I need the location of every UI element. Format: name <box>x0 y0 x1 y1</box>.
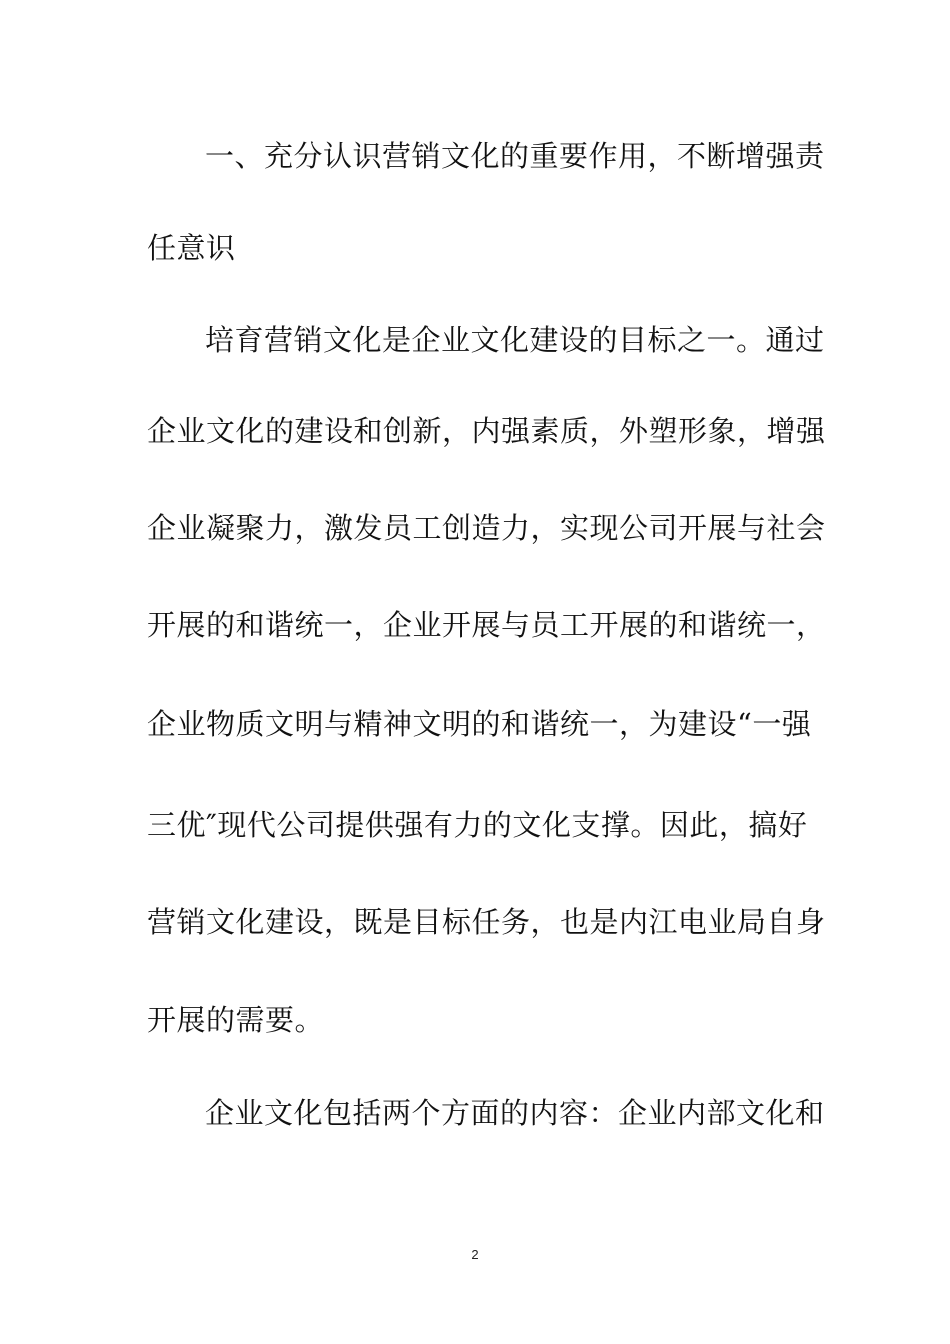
paragraph-1-line-2: 企业文化的建设和创新，内强素质，外塑形象，增强 <box>147 414 826 448</box>
page-number: 2 <box>471 1247 479 1262</box>
section-heading-line-2: 任意识 <box>147 231 236 265</box>
paragraph-1-line-6: 三优″现代公司提供强有力的文化支撑。因此，搞好 <box>147 808 808 842</box>
paragraph-2-line-1: 企业文化包括两个方面的内容：企业内部文化和 <box>205 1096 825 1130</box>
paragraph-1-line-8: 开展的需要。 <box>147 1003 325 1037</box>
section-heading-line-1: 一、充分认识营销文化的重要作用，不断增强责 <box>205 139 825 173</box>
paragraph-1-line-4: 开展的和谐统一，企业开展与员工开展的和谐统一， <box>147 608 826 642</box>
paragraph-1-line-7: 营销文化建设，既是目标任务，也是内江电业局自身 <box>147 905 826 939</box>
paragraph-1-line-3: 企业凝聚力，激发员工创造力，实现公司开展与社会 <box>147 511 826 545</box>
paragraph-1-line-1: 培育营销文化是企业文化建设的目标之一。通过 <box>205 323 825 357</box>
paragraph-1-line-5: 企业物质文明与精神文明的和谐统一，为建设“一强 <box>147 707 812 741</box>
